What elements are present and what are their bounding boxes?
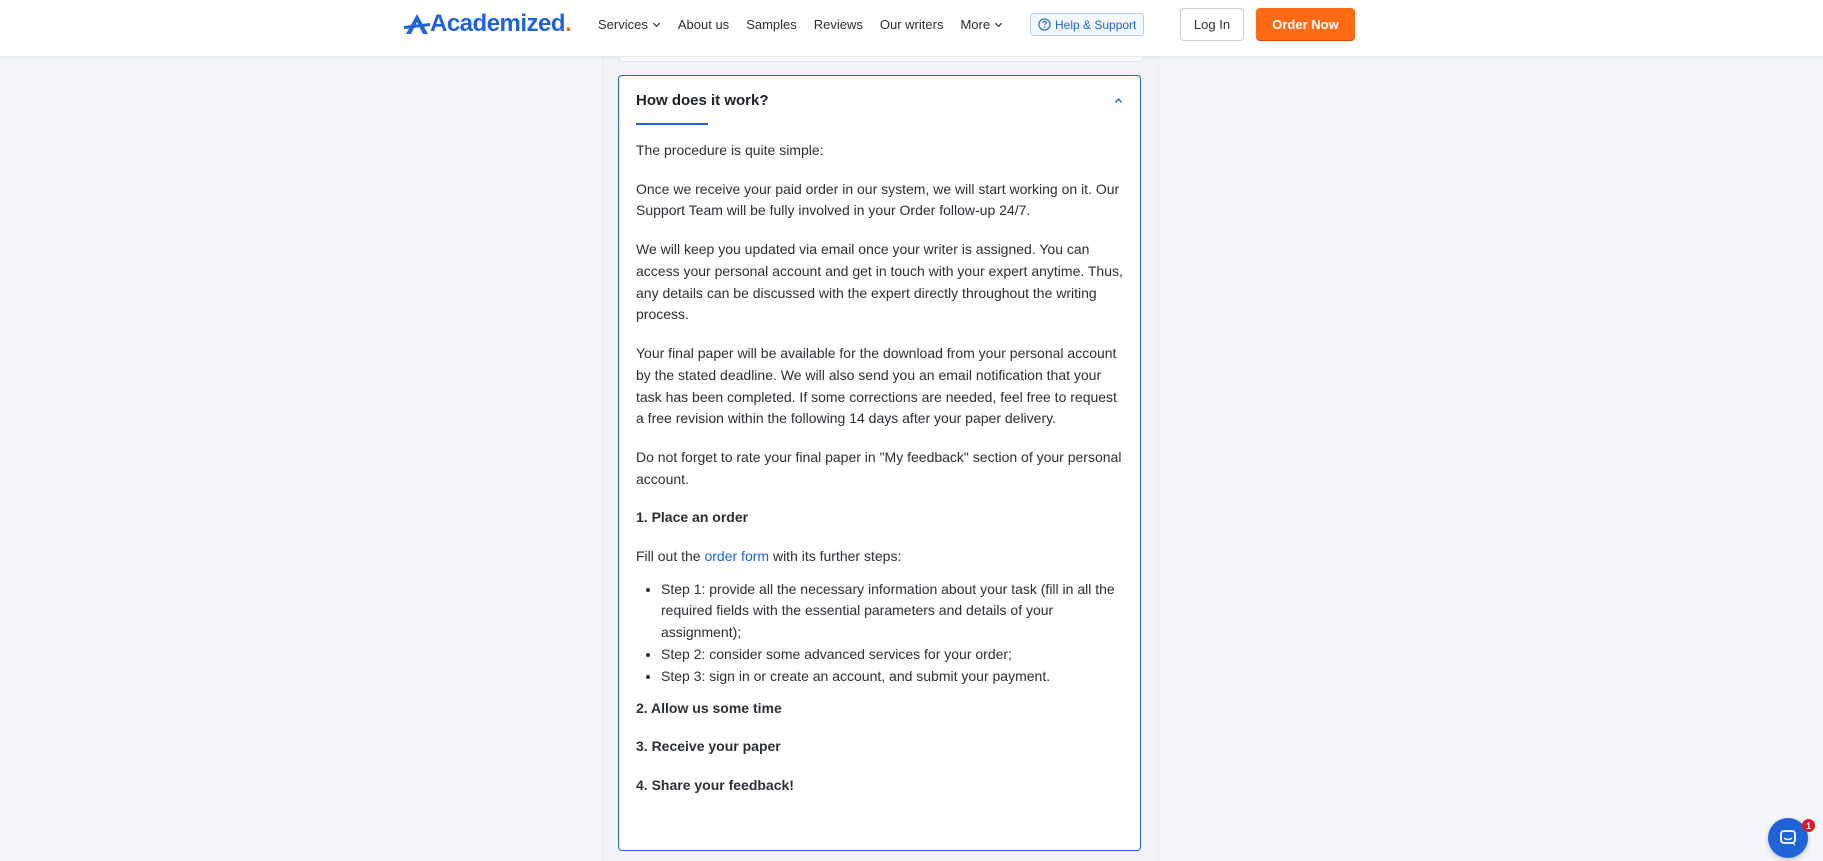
steps-list	[636, 579, 1126, 688]
main-nav	[598, 15, 1020, 33]
step-heading: 1. Place an order	[636, 509, 749, 526]
faq-question[interactable]: How does it work?	[636, 92, 769, 109]
step-heading: 2. Allow us some time	[636, 699, 782, 716]
answer-paragraph: Once we receive your paid order in our system, we will start working on it. Our Support Team will be fully involved in your Order follow-up 24/7.	[636, 180, 1120, 219]
nav-our-writers-label: Our writers	[879, 16, 944, 32]
answer-paragraph: Do not forget to rate your final paper in "My feedback" section of your personal account.	[636, 448, 1122, 487]
step-heading: 3. Receive your paper	[636, 738, 781, 755]
nav-reviews[interactable]	[814, 17, 863, 32]
nav-more-label: More	[960, 16, 991, 32]
chevron-down-icon	[652, 20, 661, 29]
login-button[interactable]: Log In	[1180, 8, 1244, 41]
logo-icon	[404, 11, 430, 37]
help-support-label: Help & Support	[1055, 17, 1137, 32]
question-circle-icon	[1038, 18, 1051, 31]
nav-reviews-label: Reviews	[813, 16, 863, 32]
instruction-prefix: Fill out the	[636, 547, 705, 564]
logo-text: Academized	[430, 10, 566, 37]
nav-more[interactable]	[960, 17, 1003, 32]
list-item: • Step 1: provide all the necessary information about your task (fill in all the required fields with the essential parameters and details of your assignment);	[661, 579, 1126, 644]
nav-services[interactable]	[598, 17, 661, 32]
help-support-button[interactable]	[1030, 13, 1144, 36]
nav-about-us[interactable]	[678, 17, 729, 32]
nav-samples[interactable]	[746, 17, 797, 32]
chat-notification-badge: 1	[1802, 819, 1815, 832]
list-item: • Step 3: sign in or create an account, and submit your payment.	[661, 666, 1126, 688]
site-header	[0, 0, 1823, 57]
logo-dot: .	[565, 10, 572, 37]
answer-intro: The procedure is quite simple:	[636, 142, 824, 158]
order-now-button[interactable]: Order Now	[1256, 8, 1355, 40]
nav-about-us-label: About us	[677, 16, 730, 32]
list-item: • Step 2: consider some advanced services for your order;	[661, 644, 1126, 666]
faq-answer	[636, 140, 1126, 813]
chevron-down-icon	[994, 20, 1003, 29]
answer-paragraph: We will keep you updated via email once your writer is assigned. You can access your personal account and get in touch with your expert anytime. Thus, any details can be discussed with the expert directly throughout the writing process.	[636, 240, 1123, 323]
chevron-up-icon[interactable]	[1113, 95, 1124, 106]
order-form-instruction	[636, 546, 1126, 568]
answer-paragraph: Your final paper will be available for the download from your personal account by the stated deadline. We will also send you an email notification that your task has been completed. If some corrections are needed, feel free to request a free revision within the following 14 days after your paper delivery.	[636, 344, 1117, 427]
order-form-link[interactable]: order form	[704, 547, 770, 564]
nav-our-writers[interactable]	[880, 17, 944, 32]
chat-icon	[1778, 828, 1798, 848]
faq-item-how-it-works	[618, 75, 1141, 851]
question-underline	[636, 123, 708, 125]
step-heading: 4. Share your feedback!	[636, 776, 794, 793]
instruction-suffix: with its further steps:	[769, 547, 902, 564]
nav-samples-label: Samples	[746, 16, 797, 32]
nav-services-label: Services	[598, 16, 648, 32]
logo[interactable]	[404, 9, 571, 39]
